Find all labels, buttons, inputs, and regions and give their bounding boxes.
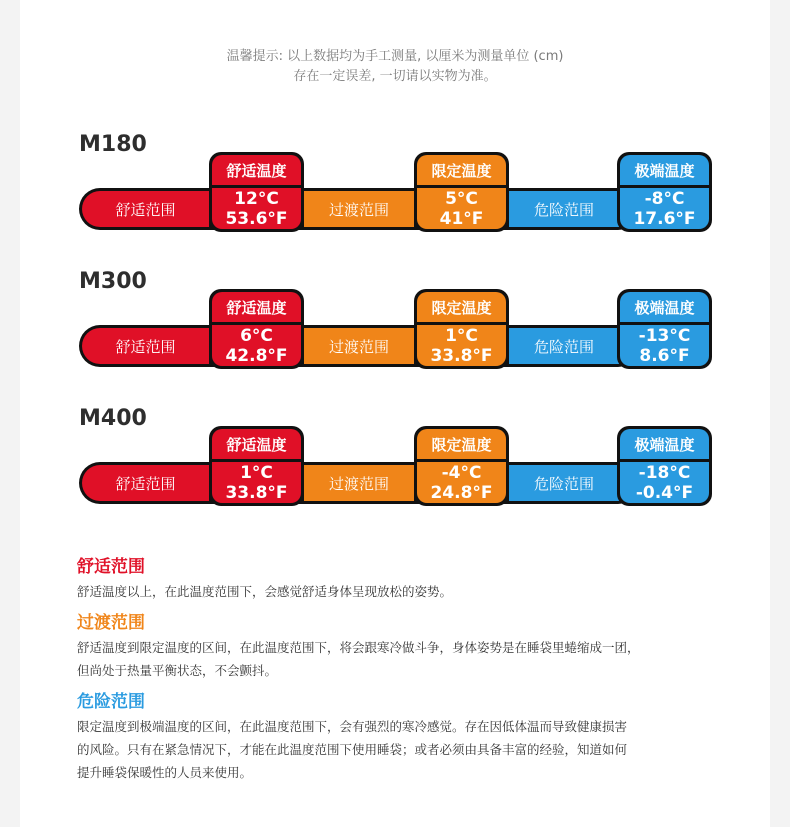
comfort-temp-label: 舒适温度	[212, 155, 301, 185]
transition-range-segment: 过渡范围	[304, 328, 414, 364]
comfort-range-segment: 舒适范围	[82, 328, 209, 364]
extreme-temp-fahrenheit: 8.6°F	[639, 345, 690, 366]
limit-temp-celsius: 5°C	[445, 188, 478, 209]
extreme-temp-tab	[617, 426, 712, 506]
comfort-temp-label: 舒适温度	[212, 429, 301, 459]
extreme-temp-celsius: -18°C	[638, 462, 691, 483]
model-row-m300	[79, 269, 759, 399]
transition-range-text	[77, 636, 727, 682]
limit-temp-tab	[414, 152, 509, 232]
model-name: M300	[79, 269, 147, 294]
comfort-range-description	[77, 556, 727, 603]
comfort-temp-value	[212, 188, 301, 229]
extreme-temp-label: 极端温度	[620, 429, 709, 459]
danger-range-text	[77, 715, 727, 784]
model-row-m180	[79, 132, 759, 262]
comfort-range-segment: 舒适范围	[82, 191, 209, 227]
comfort-temp-label: 舒适温度	[212, 292, 301, 322]
danger-text-line-2: 的风险。只有在紧急情况下，才能在此温度范围下使用睡袋；或者必须由具备丰富的经验，知道如何	[77, 742, 628, 757]
danger-range-segment: 危险范围	[509, 328, 619, 364]
comfort-temp-value	[212, 325, 301, 366]
limit-temp-celsius: 1°C	[445, 325, 478, 346]
extreme-temp-value	[620, 325, 709, 366]
extreme-temp-label: 极端温度	[620, 155, 709, 185]
comfort-temp-fahrenheit: 33.8°F	[225, 482, 288, 503]
tip-line-1: 温馨提示: 以上数据均为手工测量, 以厘米为测量单位 (cm)	[226, 49, 564, 64]
limit-temp-celsius: -4°C	[441, 462, 482, 483]
limit-temp-tab	[414, 289, 509, 369]
comfort-temp-tab	[209, 152, 304, 232]
comfort-temp-celsius: 1°C	[240, 462, 273, 483]
limit-temp-label: 限定温度	[417, 155, 506, 185]
limit-temp-label: 限定温度	[417, 429, 506, 459]
comfort-temp-fahrenheit: 53.6°F	[225, 208, 288, 229]
transition-range-segment: 过渡范围	[304, 465, 414, 501]
extreme-temp-label: 极端温度	[620, 292, 709, 322]
model-name: M180	[79, 132, 147, 157]
limit-temp-fahrenheit: 24.8°F	[430, 482, 493, 503]
model-name: M400	[79, 406, 147, 431]
transition-text-line-1: 舒适温度到限定温度的区间，在此温度范围下，将会跟寒冷做斗争，身体姿势是在睡袋里蜷缩成一团，	[77, 640, 640, 655]
extreme-temp-value	[620, 188, 709, 229]
page	[20, 0, 770, 827]
danger-range-segment: 危险范围	[509, 191, 619, 227]
measurement-tip	[20, 47, 770, 87]
limit-temp-tab	[414, 426, 509, 506]
extreme-temp-value	[620, 462, 709, 503]
danger-range-segment: 危险范围	[509, 465, 619, 501]
model-row-m400	[79, 406, 759, 536]
extreme-temp-tab	[617, 152, 712, 232]
comfort-temp-fahrenheit: 42.8°F	[225, 345, 288, 366]
danger-range-heading: 危险范围	[77, 692, 145, 712]
extreme-temp-celsius: -8°C	[644, 188, 685, 209]
danger-text-line-3: 提升睡袋保暖性的人员来使用。	[77, 765, 253, 780]
comfort-temp-celsius: 12°C	[234, 188, 279, 209]
limit-temp-value	[417, 188, 506, 229]
tip-line-2: 存在一定误差, 一切请以实物为准。	[293, 69, 497, 84]
transition-text-line-2: 但尚处于热量平衡状态，不会颤抖。	[77, 663, 278, 678]
comfort-range-heading: 舒适范围	[77, 557, 145, 577]
limit-temp-fahrenheit: 33.8°F	[430, 345, 493, 366]
danger-range-description	[77, 691, 727, 784]
extreme-temp-celsius: -13°C	[638, 325, 691, 346]
comfort-temp-tab	[209, 289, 304, 369]
transition-range-heading: 过渡范围	[77, 613, 145, 633]
comfort-temp-value	[212, 462, 301, 503]
comfort-range-text: 舒适温度以上，在此温度范围下，会感觉舒适身体呈现放松的姿势。	[77, 584, 453, 599]
limit-temp-fahrenheit: 41°F	[439, 208, 484, 229]
limit-temp-label: 限定温度	[417, 292, 506, 322]
extreme-temp-tab	[617, 289, 712, 369]
extreme-temp-fahrenheit: 17.6°F	[633, 208, 696, 229]
comfort-temp-tab	[209, 426, 304, 506]
limit-temp-value	[417, 325, 506, 366]
comfort-range-segment: 舒适范围	[82, 465, 209, 501]
transition-range-segment: 过渡范围	[304, 191, 414, 227]
transition-range-description	[77, 612, 727, 682]
comfort-temp-celsius: 6°C	[240, 325, 273, 346]
limit-temp-value	[417, 462, 506, 503]
extreme-temp-fahrenheit: -0.4°F	[635, 482, 694, 503]
danger-text-line-1: 限定温度到极端温度的区间，在此温度范围下，会有强烈的寒冷感觉。存在因低体温而导致健康损害	[77, 719, 628, 734]
